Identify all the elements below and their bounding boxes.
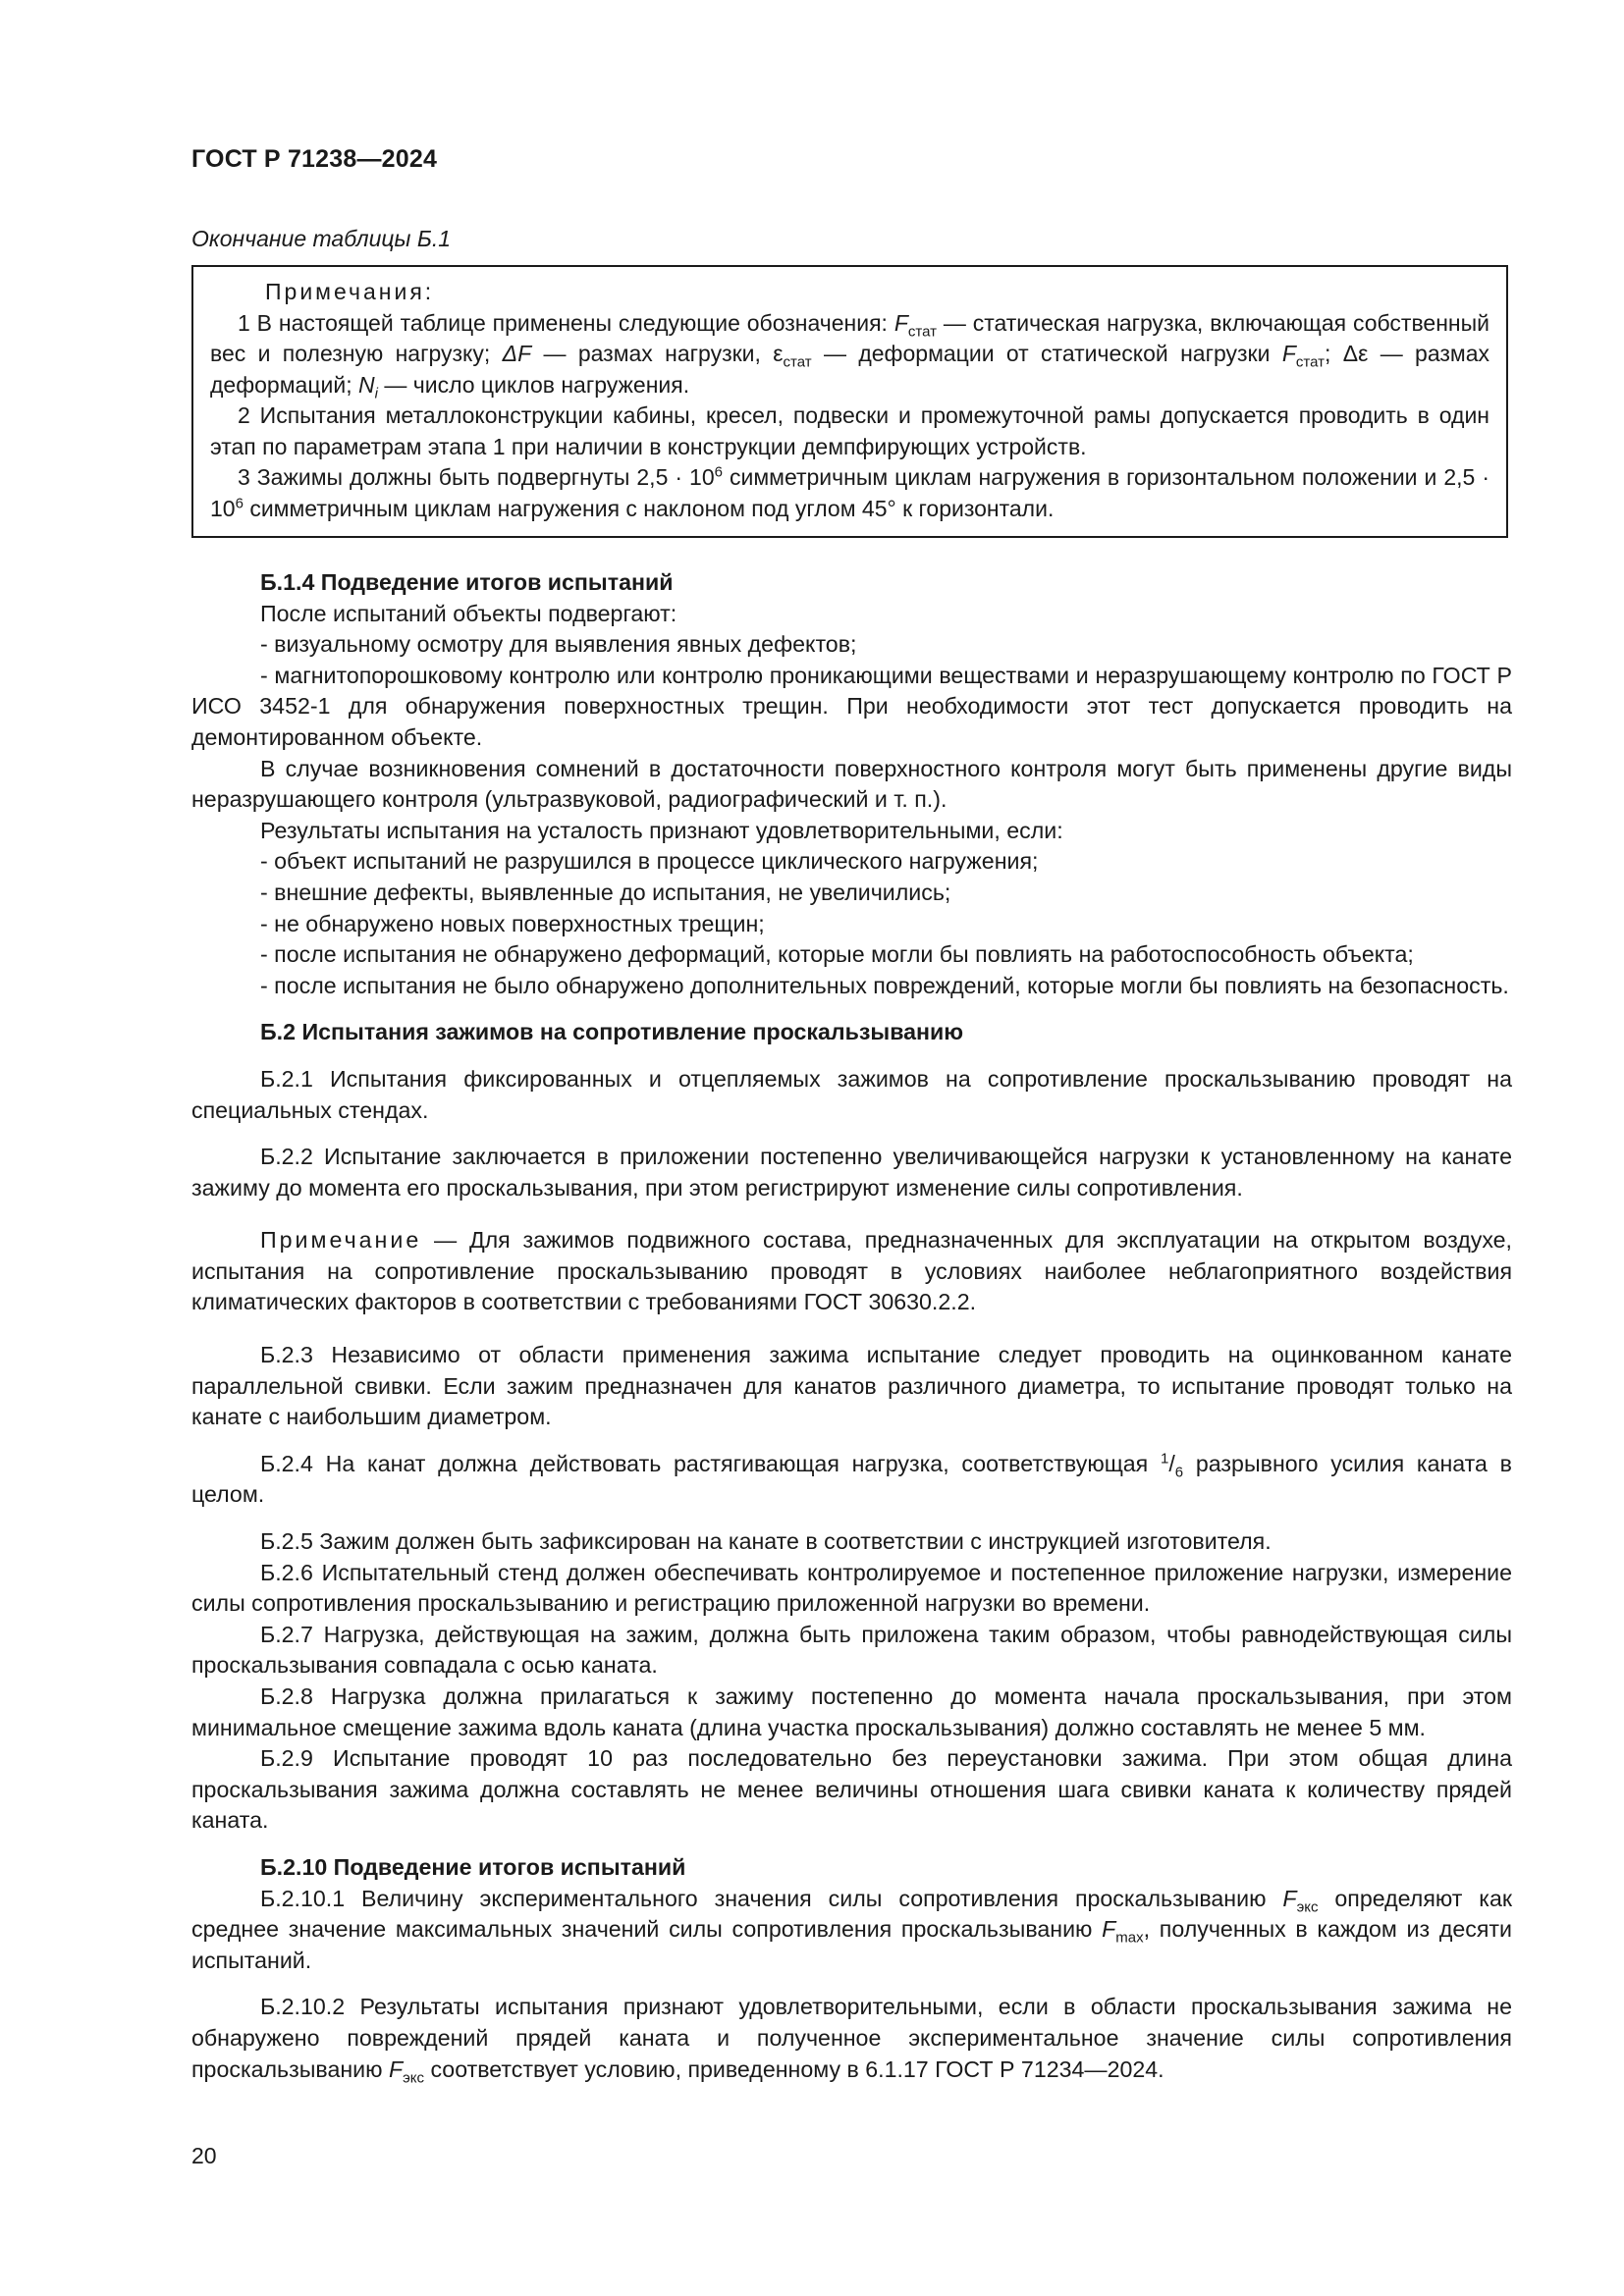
- paragraph: В случае возникновения сомнений в достаточности поверхностного контроля могут быть применены другие виды неразрушающего контроля (ультразвуковой, радиографический и т. п.).: [191, 755, 1512, 813]
- paragraph: Б.2.5 Зажим должен быть зафиксирован на канате в соответствии с инструкцией изготовителя.: [260, 1528, 1272, 1555]
- list-item: - после испытания не было обнаружено дополнительных повреждений, которые могли бы повлиять на безопасность.: [260, 972, 1509, 998]
- paragraph: Б.2.9 Испытание проводят 10 раз последовательно без переустановки зажима. При этом общая длина проскальзывания зажима должна составлять не менее величины отношения шага свивки каната к количеству прядей каната.: [191, 1745, 1512, 1834]
- notes-box: [191, 265, 1508, 538]
- paragraph: После испытаний объекты подвергают:: [260, 600, 677, 626]
- page-number: 20: [191, 2143, 217, 2168]
- paragraph: Б.2.3 Независимо от области применения зажима испытание следует проводить на оцинкованном канате параллельной свивки. Если зажим предназначен для канатов различного диаметра, то испытание проводят только на канате с наибольшим диаметром.: [191, 1342, 1512, 1430]
- section-heading-b14: Б.1.4 Подведение итогов испытаний: [260, 569, 674, 595]
- section-heading-b2: Б.2 Испытания зажимов на сопротивление проскальзыванию: [260, 1019, 964, 1045]
- paragraph: Б.2.10.1 Величину экспериментального значения силы сопротивления проскальзыванию $F_{экс}$ определяют как среднее значение максимальных значений силы сопротивления проскальзыванию $F_{max}$, полученных в каждом из десяти испытаний.: [191, 1885, 1513, 1973]
- paragraph: Б.2.6 Испытательный стенд должен обеспечивать контролируемое и постепенное приложение нагрузки, измерение силы сопротивления проскальзыванию и регистрацию приложенной нагрузки во времени.: [191, 1559, 1512, 1617]
- list-item: - внешние дефекты, выявленные до испытания, не увеличились;: [260, 879, 951, 905]
- note-1: 1 В настоящей таблице применены следующие обозначения: $F_{стат}$ — статическая нагрузка, включающая собственный вес и полезную нагрузку; ΔF — размах нагрузки, $\varepsilon_{стат}$ — деформации от статической нагрузки $F_{стат}$; Δε — размах деформаций; $N_i$ — число циклов нагружения.: [210, 309, 1490, 402]
- section-heading-b210: Б.2.10 Подведение итогов испытаний: [260, 1853, 686, 1880]
- document-header: ГОСТ Р 71238—2024: [191, 145, 438, 173]
- paragraph: Б.2.10.2 Результаты испытания признают удовлетворительными, если в области проскальзывания зажима не обнаружено повреждений прядей каната и полученное экспериментальное значение силы сопротивления проскальзыванию $F_{экс}$ соответствует условию, приведенному в 6.1.17 ГОСТ Р 71234—2024.: [191, 1994, 1512, 2087]
- paragraph: Результаты испытания на усталость признают удовлетворительными, если:: [260, 817, 1063, 843]
- list-item: - после испытания не обнаружено деформаций, которые могли бы повлиять на работоспособность объекта;: [260, 941, 1414, 968]
- notes-title: Примечания:: [265, 279, 435, 304]
- paragraph: Б.2.4 На канат должна действовать растягивающая нагрузка, соответствующая $^1/_6$ разрывного усилия каната в целом.: [191, 1450, 1512, 1508]
- document-body: [191, 567, 1512, 2085]
- note-2: 2 Испытания металлоконструкции кабины, кресел, подвески и промежуточной рамы допускается проводить в один этап по параметрам этапа 1 при наличии в конструкции демпфирующих устройств.: [210, 402, 1489, 459]
- list-item: - объект испытаний не разрушился в процессе циклического нагружения;: [260, 848, 1039, 875]
- list-item: - визуальному осмотру для выявления явных дефектов;: [260, 631, 857, 658]
- paragraph: Б.2.8 Нагрузка должна прилагаться к зажиму постепенно до момента начала проскальзывания, при этом минимальное смещение зажима вдоль каната (длина участка проскальзывания) должно составлять не менее 5 мм.: [191, 1683, 1512, 1740]
- table-caption: Окончание таблицы Б.1: [191, 226, 452, 251]
- note-3: 3 Зажимы должны быть подвергнуты $2,5 \cdot 10^6$ симметричным циклам нагружения в горизонтальном положении и $2,5 \cdot 10^6$ симметричным циклам нагружения с наклоном под углом 45° к горизонтали.: [210, 463, 1490, 521]
- list-item: - не обнаружено новых поверхностных трещин;: [260, 910, 765, 936]
- list-item: - магнитопорошковому контролю или контролю проникающими веществами и неразрушающему контролю по ГОСТ Р ИСО 3452-1 для обнаружения поверхностных трещин. При необходимости этот тест допускается проводить на демонтированном объекте.: [191, 662, 1512, 750]
- note: Примечание — Для зажимов подвижного состава, предназначенных для эксплуатации на открытом воздухе, испытания на сопротивление проскальзыванию проводят в условиях наиболее неблагоприятного воздействия климатических факторов в соответствии с требованиями ГОСТ 30630.2.2.: [191, 1227, 1512, 1315]
- paragraph: Б.2.2 Испытание заключается в приложении постепенно увеличивающейся нагрузки к установленному на канате зажиму до момента его проскальзывания, при этом регистрируют изменение силы сопротивления.: [191, 1144, 1512, 1201]
- paragraph: Б.2.1 Испытания фиксированных и отцепляемых зажимов на сопротивление проскальзыванию проводят на специальных стендах.: [191, 1065, 1512, 1123]
- paragraph: Б.2.7 Нагрузка, действующая на зажим, должна быть приложена таким образом, чтобы равнодействующая силы проскальзывания совпадала с осью каната.: [191, 1621, 1512, 1679]
